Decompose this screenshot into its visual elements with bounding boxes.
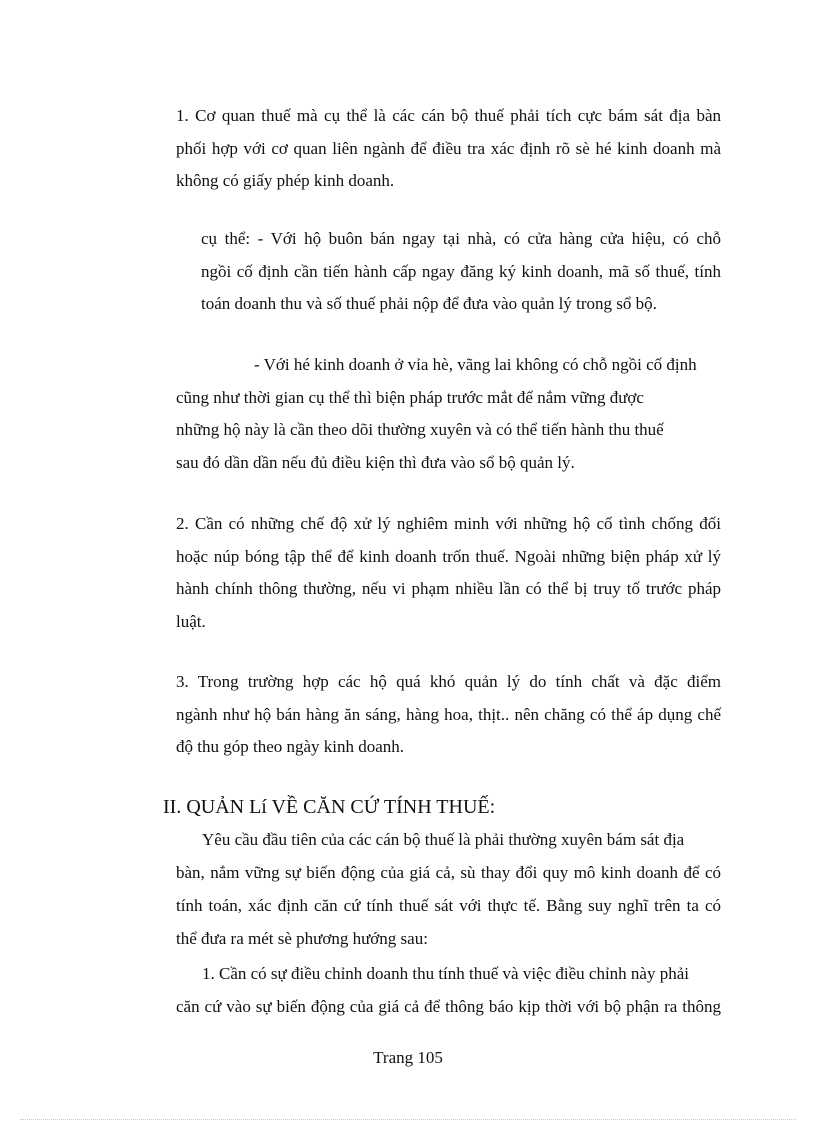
text-line: căn cứ vào sự biến động của giá cả để thông báo kịp thời với bộ phận ra thông	[176, 997, 721, 1016]
text-line: tính toán, xác định căn cứ tính thuế sát với thực tế. Bằng suy nghĩ trên ta có	[176, 896, 721, 915]
section-heading: II. QUẢN Lí VỀ CĂN CỨ TÍNH THUẾ:	[163, 796, 496, 818]
text-line: 3. Trong trường hợp các hộ quá khó quản lý do tính chất và đặc điểm	[176, 672, 721, 691]
paragraph-2	[201, 223, 721, 321]
text-line: thể đưa ra mét sè phương hướng sau:	[176, 929, 428, 948]
page-number: Trang 105	[373, 1048, 443, 1067]
page-bottom-divider	[20, 1119, 796, 1120]
page-footer	[0, 1046, 816, 1070]
text-line: ngành như hộ bán hàng ăn sáng, hàng hoa, thịt.. nên chăng có thể áp dụng chế	[176, 704, 721, 724]
text-line: 2. Cần có những chế độ xử lý nghiêm minh với những hộ cố tình chống đối	[176, 514, 721, 533]
text-line: không có giấy phép kinh doanh.	[176, 171, 395, 190]
paragraph-1	[176, 100, 721, 198]
text-line: hoặc núp bóng tập thể để kinh doanh trốn thuế. Ngoài những biện pháp xử lý	[176, 546, 721, 566]
text-line: 1. Cơ quan thuế mà cụ thể là các cán bộ thuế phải tích cực bám sát địa bàn	[176, 106, 721, 125]
text-line: độ thu góp theo ngày kinh doanh.	[176, 737, 405, 756]
paragraph-6	[176, 823, 721, 955]
paragraph-3	[176, 349, 721, 479]
text-line: những hộ này là cần theo dõi thường xuyên và có thể tiến hành thu thuế	[176, 420, 664, 439]
text-line: 1. Cần có sự điều chỉnh doanh thu tính thuế và việc điều chỉnh này phải	[202, 964, 689, 983]
text-line: ngồi cố định cần tiến hành cấp ngay đăng ký kinh doanh, mã số thuế, tính	[201, 261, 721, 281]
text-line: sau đó dần dần nếu đủ điều kiện thì đưa vào sổ bộ quản lý.	[176, 452, 575, 472]
text-line: cũng như thời gian cụ thể thì biện pháp trước mắt để nắm vững được	[176, 387, 644, 407]
paragraph-5	[176, 666, 721, 764]
paragraph-4	[176, 508, 721, 638]
text-line: phối hợp với cơ quan liên ngành để điều tra xác định rõ sè hé kinh doanh mà	[176, 138, 721, 158]
text-line: cụ thể: - Với hộ buôn bán ngay tại nhà, có cửa hàng cửa hiệu, có chỗ	[201, 229, 721, 248]
text-line: - Với hé kinh doanh ở vỉa hè, vãng lai không có chỗ ngồi cố định	[254, 355, 697, 374]
text-line: hành chính thông thường, nếu vi phạm nhiều lần có thể bị truy tố trước pháp	[176, 579, 721, 598]
text-line: toán doanh thu và số thuế phải nộp để đưa vào quản lý trong sổ bộ.	[201, 294, 657, 313]
text-line: Yêu cầu đầu tiên của các cán bộ thuế là phải thường xuyên bám sát địa	[202, 830, 685, 849]
text-line: bàn, nắm vững sự biến động của giá cả, sù thay đổi quy mô kinh doanh để có	[176, 863, 721, 882]
text-line: luật.	[176, 611, 206, 631]
paragraph-7	[176, 957, 721, 1023]
